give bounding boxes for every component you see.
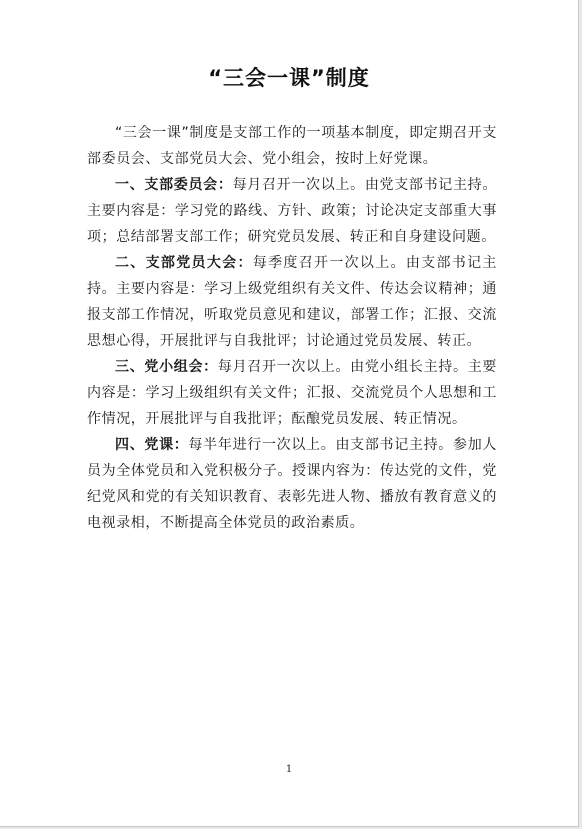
section-heading-2: 二、支部党员大会： xyxy=(115,255,253,271)
document-body xyxy=(87,120,497,536)
section-paragraph-1 xyxy=(87,172,497,250)
section-text-2: 每季度召开一次以上。由支部书记主持。主要内容是：学习上级党组织有关文件、传达会议精神；通报支部工作情况，听取党员意见和建议，部署工作；汇报、交流思想心得，开展批评与自我批评；讨论通过党员发展、转正。 xyxy=(87,255,497,349)
section-text-3: 每月召开一次以上。由党小组长主持。主要内容是：学习上级组织有关文件；汇报、交流党员个人思想和工作情况，开展批评与自我批评；酝酿党员发展、转正情况。 xyxy=(87,359,497,427)
section-heading-3: 三、党小组会： xyxy=(115,359,218,375)
section-text-1: 每月召开一次以上。由党支部书记主持。主要内容是：学习党的路线、方针、政策；讨论决定支部重大事项；总结部署支部工作；研究党员发展、转正和自身建设问题。 xyxy=(87,177,497,245)
section-paragraph-3 xyxy=(87,354,497,432)
section-text-4: 每半年进行一次以上。由支部书记主持。参加人员为全体党员和入党积极分子。授课内容为：传达党的文件，党纪党风和党的有关知识教育、表彰先进人物、播放有教育意义的电视录相，不断提高全体党员的政治素质。 xyxy=(87,437,497,531)
section-heading-1: 一、支部委员会： xyxy=(115,177,233,193)
document-title: “三会一课”制度 xyxy=(208,66,370,90)
page-number: 1 xyxy=(285,764,293,775)
section-heading-4: 四、党课： xyxy=(115,437,189,453)
section-paragraph-2 xyxy=(87,250,497,354)
intro-paragraph: “三会一课”制度是支部工作的一项基本制度，即定期召开支部委员会、支部党员大会、党小组会，按时上好党课。 xyxy=(87,125,497,167)
section-paragraph-4 xyxy=(87,432,497,536)
